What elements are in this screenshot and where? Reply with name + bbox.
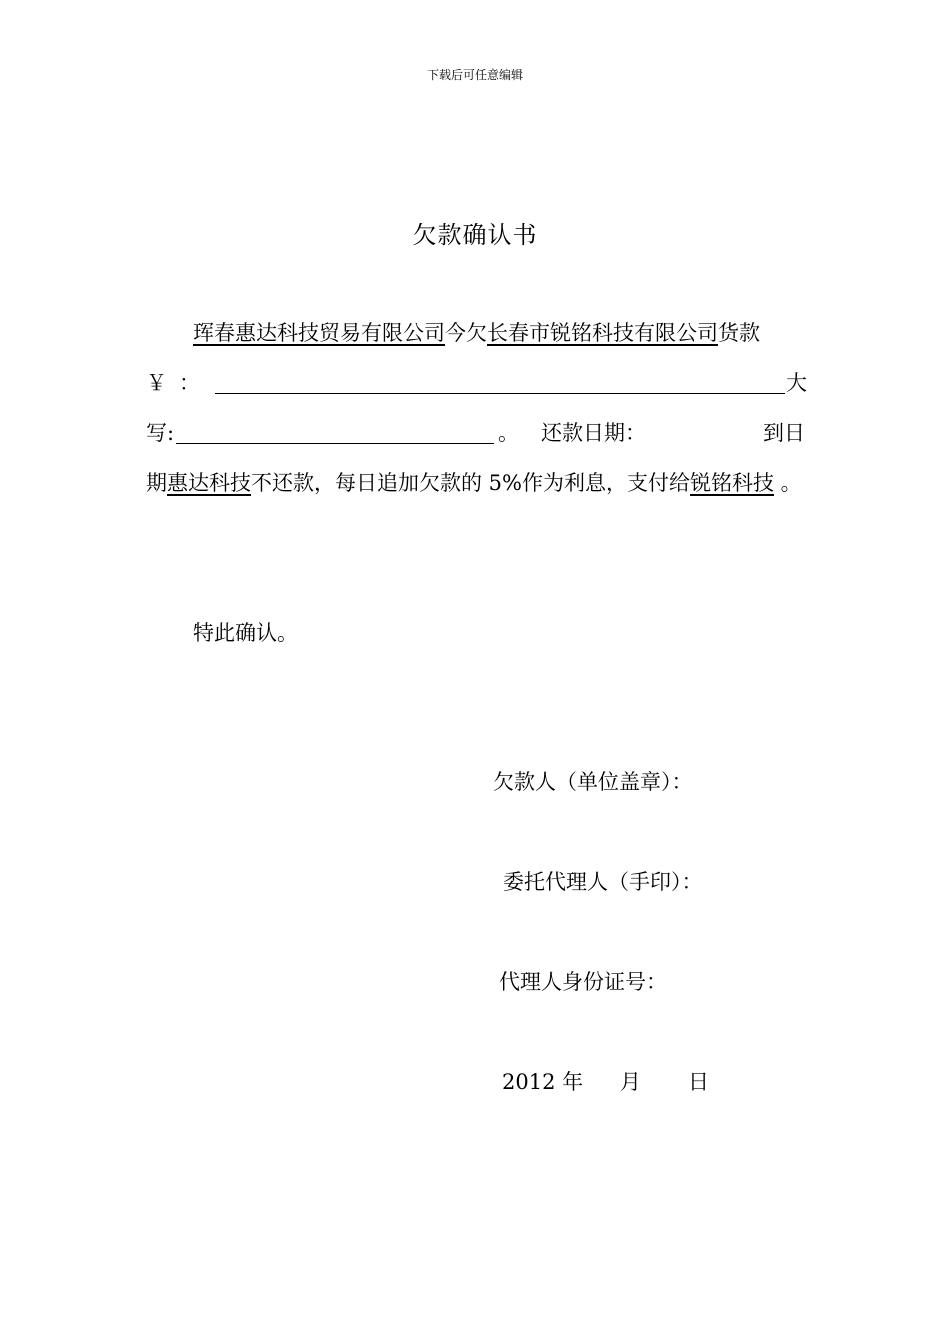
end-mark: 。 <box>774 471 802 495</box>
header-note: 下载后可任意编辑 <box>426 68 523 82</box>
agent-id-label: 代理人身份证号： <box>499 970 667 994</box>
repay-date-label: 还款日期： <box>541 421 646 445</box>
page-title: 欠款确认书 <box>412 221 538 249</box>
clause-text: 不还款，每日追加欠款的 5%作为利息，支付给 <box>251 471 690 495</box>
confirm-text: 特此确认。 <box>193 621 298 645</box>
day-label: 日 <box>688 1070 709 1094</box>
creditor-name: 长春市锐铭科技有限公司 <box>487 321 718 345</box>
capital-blank <box>176 418 494 444</box>
creditor-short: 锐铭科技 <box>690 471 774 495</box>
debtor-short: 惠达科技 <box>167 471 251 495</box>
capital-label: 写: <box>146 421 175 445</box>
para-line-4: 期惠达科技不还款，每日追加欠款的 5%作为利息，支付给锐铭科技 。 <box>146 471 802 495</box>
debtor-seal-label: 欠款人（单位盖章）： <box>493 770 693 794</box>
amount-blank <box>215 368 785 394</box>
debtor-name: 珲春惠达科技贸易有限公司 <box>193 321 445 345</box>
yen-label: ￥ ： <box>146 371 200 395</box>
year-label: 2012 年 <box>502 1070 584 1094</box>
para-line-1 <box>193 318 760 348</box>
goods-text: 货款 <box>718 321 760 345</box>
owes-text: 今欠 <box>445 321 487 345</box>
period-mark: 。 <box>498 421 519 445</box>
agent-label: 委托代理人（手印）： <box>503 870 703 894</box>
da-char: 大 <box>786 371 807 395</box>
daori-text: 到日 <box>763 421 805 445</box>
month-label: 月 <box>620 1070 641 1094</box>
